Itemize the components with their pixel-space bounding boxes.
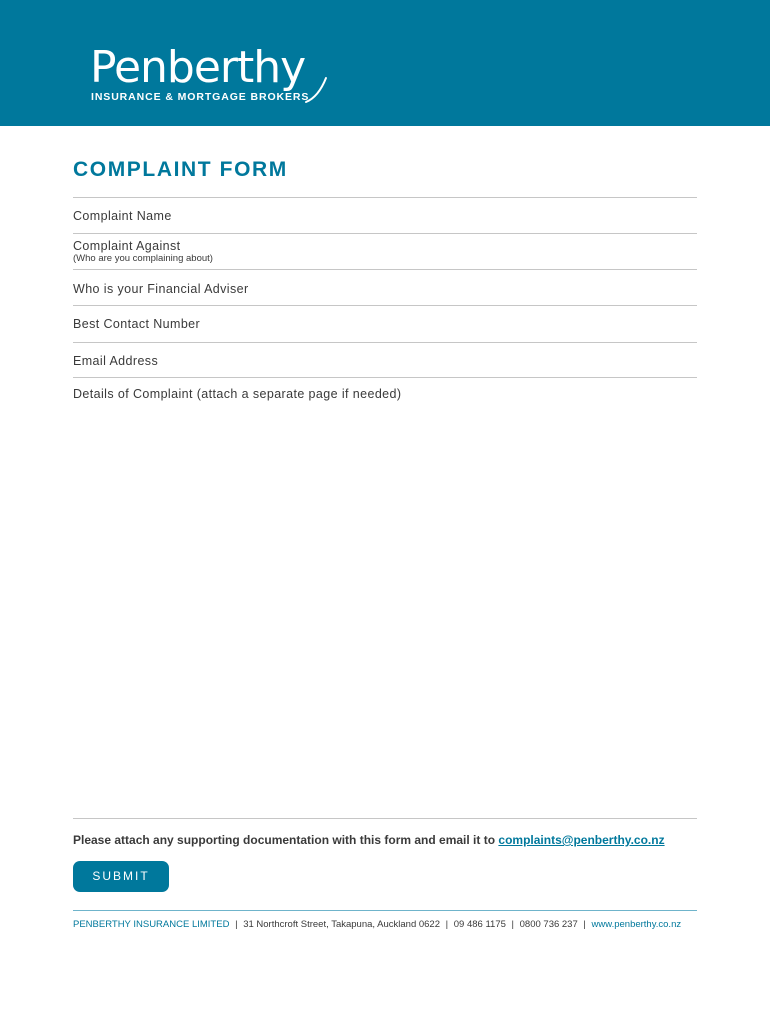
footer-separator: | bbox=[235, 919, 238, 930]
contact-number-field-line[interactable] bbox=[73, 342, 697, 343]
complaint-name-label: Complaint Name bbox=[73, 209, 172, 223]
attachment-note-text: Please attach any supporting documentation with this form and email it to bbox=[73, 833, 496, 847]
financial-adviser-label: Who is your Financial Adviser bbox=[73, 282, 249, 296]
complaint-against-label: Complaint Against bbox=[73, 239, 181, 253]
brand-logo: Penberthy bbox=[90, 42, 306, 93]
header-banner bbox=[0, 0, 770, 126]
footer-company: PENBERTHY INSURANCE LIMITED bbox=[73, 919, 230, 930]
financial-adviser-field-line[interactable] bbox=[73, 305, 697, 306]
footer-freephone: 0800 736 237 bbox=[519, 919, 578, 930]
divider bbox=[73, 197, 697, 198]
complaint-details-bottom-line bbox=[73, 818, 697, 819]
form-title: COMPLAINT FORM bbox=[73, 158, 288, 181]
footer-website-link[interactable]: www.penberthy.co.nz bbox=[591, 919, 682, 930]
submit-button[interactable]: SUBMIT bbox=[73, 861, 169, 892]
complaint-details-label: Details of Complaint (attach a separate page if needed) bbox=[73, 387, 402, 401]
footer-separator: | bbox=[445, 919, 449, 930]
email-address-label: Email Address bbox=[73, 354, 159, 368]
footer-phone: 09 486 1175 bbox=[453, 919, 506, 930]
brand-tagline: INSURANCE & MORTGAGE BROKERS bbox=[91, 91, 310, 103]
complaint-details-textarea[interactable] bbox=[73, 404, 697, 814]
attachment-note bbox=[73, 832, 665, 848]
complaint-against-field-line[interactable] bbox=[73, 269, 697, 270]
footer-address: 31 Northcroft Street, Takapuna, Auckland 0622 bbox=[243, 919, 441, 930]
footer-separator: | bbox=[583, 919, 586, 930]
email-address-field-line[interactable] bbox=[73, 377, 697, 378]
complaint-name-field-line[interactable] bbox=[73, 233, 697, 234]
complaints-email-link[interactable]: complaints@penberthy.co.nz bbox=[498, 833, 665, 847]
complaint-against-sublabel: (Who are you complaining about) bbox=[73, 253, 213, 264]
footer-divider bbox=[73, 910, 697, 911]
contact-number-label: Best Contact Number bbox=[73, 317, 201, 331]
footer-separator: | bbox=[511, 919, 514, 930]
footer bbox=[73, 919, 681, 931]
